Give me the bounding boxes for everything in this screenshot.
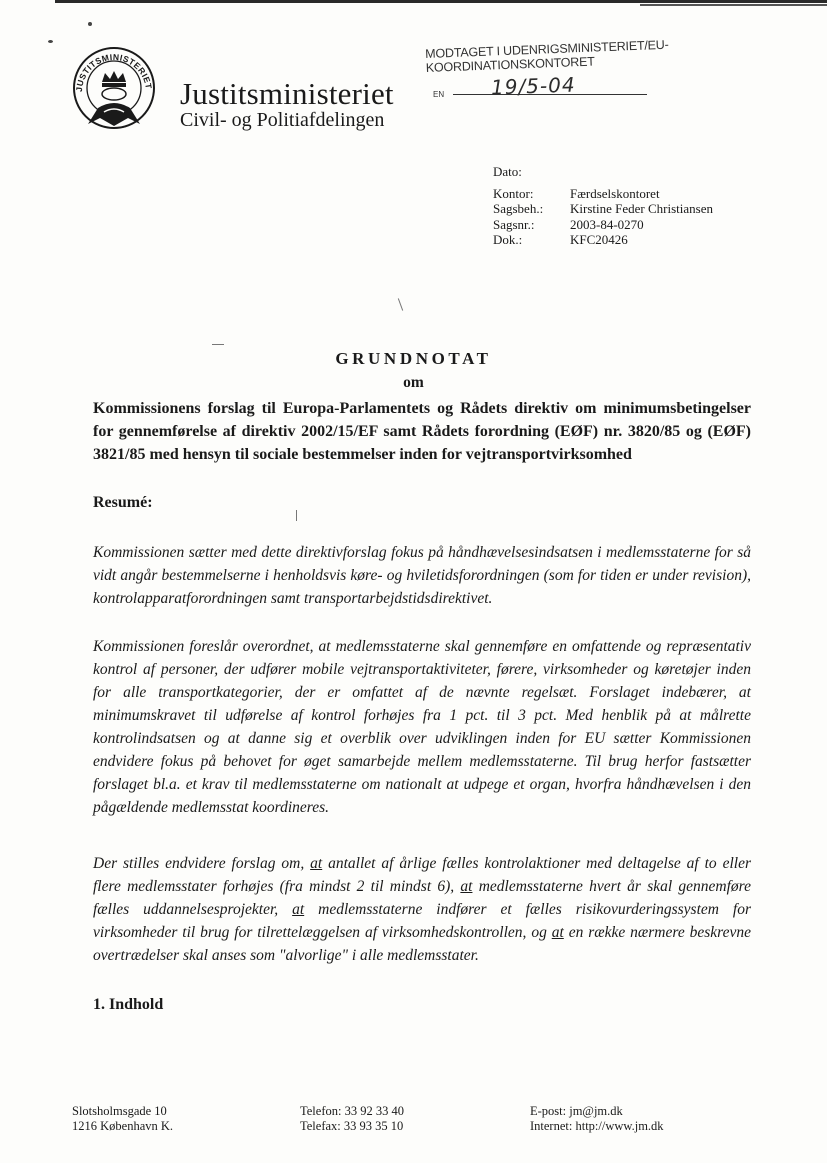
section-heading: 1. Indhold	[93, 996, 164, 1013]
scan-mark	[398, 298, 403, 311]
meta-row-sagsbeh	[493, 201, 713, 216]
footer-address	[72, 1104, 173, 1134]
received-stamp: MODTAGET I UDENRIGSMINISTERIET/EU-KOORDINATIONSKONTORET	[425, 37, 669, 75]
meta-label: Sagsbeh.:	[493, 201, 544, 217]
stamp-handwritten-date: 19/5-04	[490, 72, 576, 100]
meta-label: Dok.:	[493, 231, 523, 247]
footer-telefon: Telefon: 33 92 33 40	[300, 1104, 404, 1118]
meta-row-dok	[493, 232, 713, 247]
meta-label: Kontor:	[493, 186, 534, 202]
top-border-secondary	[640, 4, 827, 6]
meta-row-kontor	[493, 186, 713, 201]
footer-internet: Internet: http://www.jm.dk	[530, 1119, 664, 1133]
meta-value: Færdselskontoret	[570, 186, 660, 202]
resume-heading: Resumé:	[93, 494, 153, 511]
footer-address-line: 1216 København K.	[72, 1119, 174, 1133]
resume-paragraph: Der stilles endvidere forslag om, at antallet af årlige fælles kontrolaktioner med deltagelse af to eller flere medlemsstater forhøjes (fra mindst 2 til mindst 6), at medlemsstaterne hvert år skal gennemføre fælles uddannelsesprojekter, at medlemsstaterne indfører et fælles risikovurderingssystem for virksomheder til brug for tilrettelæggelsen af virksomhedskontrollen, og at en række nærmere beskrevne overtrædelser skal anses som "alvorlige" i alle medlemsstater.	[93, 855, 752, 964]
ministry-name: Justitsministeriet	[180, 76, 394, 111]
footer-email: E-post: jm@jm.dk	[530, 1104, 623, 1118]
document-title: GRUNDNOTAT	[335, 349, 492, 368]
ministry-seal-icon	[68, 46, 160, 138]
seal-text: JUSTITSMINISTERIET	[73, 51, 154, 93]
footer-phone	[300, 1104, 404, 1134]
meta-value: 2003-84-0270	[570, 216, 644, 232]
meta-value: Kirstine Feder Christiansen	[570, 201, 713, 217]
top-border	[55, 0, 827, 3]
footer-address-line: Slotsholmsgade 10	[72, 1104, 167, 1118]
scan-speck	[48, 40, 53, 43]
meta-value: KFC20426	[570, 231, 628, 247]
resume-paragraph: Kommissionen foreslår overordnet, at medlemsstaterne skal gennemføre en omfattende og repræsentativ kontrol af personer, der udfører mobile vejtransportaktiviteter, førere, virksomheder og køretøjer inden for alle transportkategorier, der er omfattet af de nævnte regelsæt. Forslaget indebærer, at minimumskravet til udførelse af kontrol forhøjes fra 1 pct. til 3 pct. Med henblik på at målrette kontrolindsatsen og at danne sig et overblik over udviklingen inden for EU sætter Kommissionen endvidere fokus på behovet for øget samarbejde mellem medlemsstaterne. Til brug herfor fastsætter forslaget bl.a. et krav til medlemsstaterne om nationalt at udpege et organ, hvorfra håndhævelsen i den pågældende medlemsstat koordineres.	[93, 638, 751, 816]
resume-paragraph: Kommissionen sætter med dette direktivforslag fokus på håndhævelsesindsatsen i medlemsstaterne for så vidt angår bestemmelserne i henholdsvis køre- og hviletidsforordningen (som for tiden er under revision), kontrolapparatforordningen samt transportarbejdstidsdirektivet.	[93, 544, 751, 607]
document-subject: Kommissionens forslag til Europa-Parlamentets og Rådets direktiv om minimumsbetingelser for gennemførelse af direktiv 2002/15/EF samt Rådets forordning (EØF) nr. 3820/85 og (EØF) 3821/85 med hensyn til sociale bestemmelser inden for vejtransportvirksomhed	[93, 400, 751, 463]
meta-row-sagsnr	[493, 217, 713, 232]
meta-label: Sagsnr.:	[493, 216, 535, 232]
scan-mark	[212, 344, 224, 345]
department-name: Civil- og Politiafdelingen	[180, 109, 385, 131]
meta-label: Dato:	[493, 164, 522, 179]
meta-row-dato	[493, 164, 713, 179]
scan-mark	[296, 510, 297, 521]
document-metadata	[493, 164, 713, 247]
footer-telefax: Telefax: 33 93 35 10	[300, 1119, 404, 1133]
scan-speck	[88, 22, 92, 26]
document-title-om: om	[403, 374, 424, 391]
footer-contact	[530, 1104, 664, 1134]
stamp-date-prefix: EN	[433, 90, 445, 99]
